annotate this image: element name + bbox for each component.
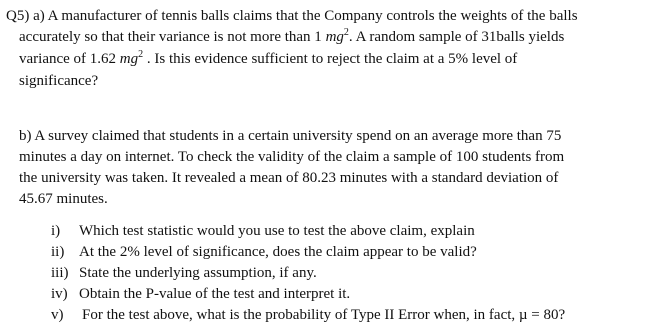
part-a-line-2-tail: . A random sample of 31balls yields [348, 29, 565, 45]
item-text: Obtain the P-value of the test and interpret it. [79, 286, 351, 302]
unit-mg: mg [325, 29, 344, 45]
item-number: v) [51, 307, 64, 323]
item-text: Which test statistic would you use to test the above claim, explain [79, 223, 475, 239]
item-number: iii) [51, 265, 69, 281]
part-a-line-3-text: variance of 1.62 [19, 51, 120, 67]
part-a-line-2 [19, 27, 564, 47]
item-text: For the test above, what is the probability of Type II Error when, in fact, µ = 80? [82, 307, 566, 323]
part-a-line-3-tail: . Is this evidence sufficient to reject the claim at a 5% level of [143, 51, 518, 67]
part-a-line-1: Q5) a) A manufacturer of tennis balls claims that the Company controls the weights of the balls [6, 8, 578, 24]
unit-mg: mg [119, 51, 139, 67]
item-number: ii) [51, 244, 65, 260]
part-b-line-2: minutes a day on internet. To check the validity of the claim a sample of 100 students from [19, 149, 565, 165]
part-b-line-3: the university was taken. It revealed a mean of 80.23 minutes with a standard deviation of [19, 170, 559, 186]
unit-exponent: 2 [138, 49, 144, 60]
part-a-line-4: significance? [19, 73, 99, 89]
part-a-line-3 [19, 49, 517, 69]
item-number: i) [51, 223, 61, 239]
unit-exponent: 2 [343, 27, 349, 38]
item-text: State the underlying assumption, if any. [79, 265, 317, 281]
part-a-line-2-text: accurately so that their variance is not more than 1 [19, 29, 326, 45]
part-b-line-4: 45.67 minutes. [19, 191, 108, 207]
item-text: At the 2% level of significance, does the claim appear to be valid? [79, 244, 477, 260]
item-number: iv) [51, 286, 68, 302]
part-b-line-1: b) A survey claimed that students in a certain university spend on an average more than 75 [19, 128, 562, 144]
